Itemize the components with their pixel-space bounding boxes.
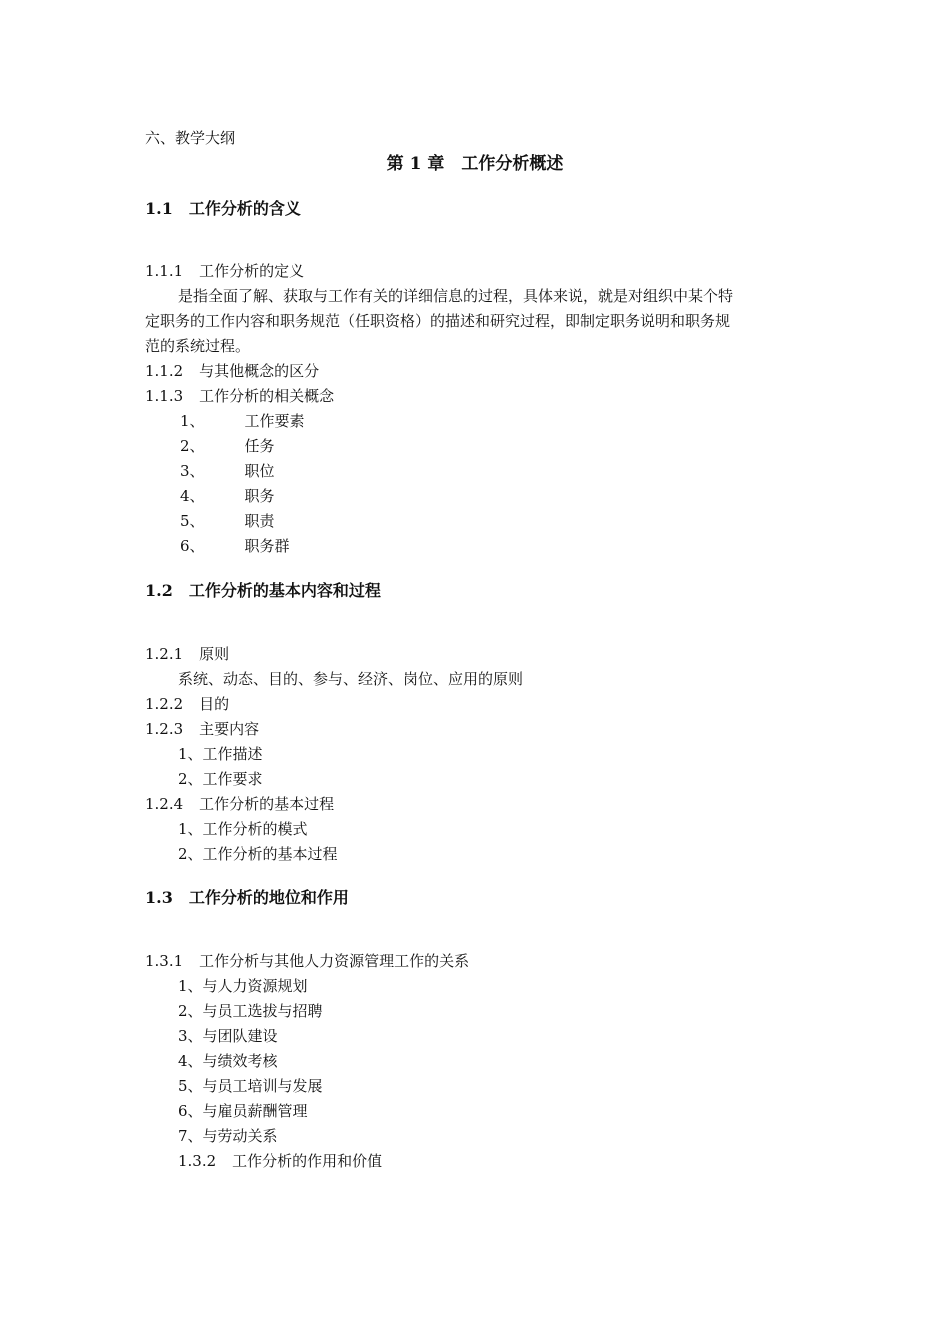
subsection-number: 1.2.1 — [145, 645, 184, 663]
list-item — [180, 436, 275, 456]
subsection-1-2-4 — [145, 794, 334, 814]
subsection-1-3-1 — [145, 951, 469, 971]
subsection-title: 原则 — [199, 645, 230, 663]
list-label: 职务群 — [244, 537, 290, 555]
subsection-1-1-2 — [145, 361, 319, 381]
list-number: 1、 — [180, 412, 205, 430]
principles-text: 系统、动态、目的、参与、经济、岗位、应用的原则 — [178, 670, 524, 688]
subsection-number: 1.3.2 — [178, 1152, 217, 1170]
list-item: 3、与团队建设 — [178, 1027, 278, 1045]
subsection-number: 1.1.3 — [145, 387, 184, 405]
subsection-1-2-1 — [145, 644, 229, 664]
subsection-title: 主要内容 — [199, 720, 260, 738]
definition-line: 是指全面了解、获取与工作有关的详细信息的过程，具体来说，就是对组织中某个特 — [178, 287, 734, 305]
definition-line: 范的系统过程。 — [145, 337, 251, 355]
subsection-title: 工作分析的作用和价值 — [232, 1152, 383, 1170]
list-item: 2、工作要求 — [178, 770, 263, 788]
section-title: 工作分析的地位和作用 — [188, 888, 349, 907]
list-number: 5、 — [180, 512, 205, 530]
list-item: 1、工作描述 — [178, 745, 263, 763]
list-item — [180, 536, 290, 556]
list-label: 职位 — [244, 462, 275, 480]
subsection-1-1-1 — [145, 261, 304, 281]
section-title: 工作分析的含义 — [188, 199, 301, 218]
list-item — [180, 486, 275, 506]
subsection-number: 1.1.2 — [145, 362, 184, 380]
list-item — [180, 461, 275, 481]
section-heading-1-1 — [145, 198, 301, 220]
section-heading-1-3 — [145, 887, 349, 909]
section-title: 工作分析的基本内容和过程 — [188, 581, 381, 600]
subsection-1-2-3 — [145, 719, 259, 739]
chapter-title: 第 1 章 工作分析概述 — [386, 154, 564, 174]
subsection-number: 1.2.2 — [145, 695, 184, 713]
list-number: 6、 — [180, 537, 205, 555]
list-number: 3、 — [180, 462, 205, 480]
subsection-number: 1.2.3 — [145, 720, 184, 738]
list-item: 6、与雇员薪酬管理 — [178, 1102, 308, 1120]
list-label: 职务 — [244, 487, 275, 505]
subsection-1-3-2 — [178, 1151, 382, 1171]
section-number: 1.1 — [145, 199, 173, 218]
section-heading-1-2 — [145, 580, 381, 602]
list-item: 7、与劳动关系 — [178, 1127, 278, 1145]
subsection-1-1-3 — [145, 386, 334, 406]
list-item: 2、工作分析的基本过程 — [178, 845, 338, 863]
list-label: 职责 — [244, 512, 275, 530]
list-item — [180, 411, 305, 431]
list-number: 2、 — [180, 437, 205, 455]
list-item: 1、工作分析的模式 — [178, 820, 308, 838]
list-item: 2、与员工选拔与招聘 — [178, 1002, 323, 1020]
list-item — [180, 511, 275, 531]
subsection-number: 1.2.4 — [145, 795, 184, 813]
subsection-title: 工作分析的基本过程 — [199, 795, 335, 813]
list-item: 5、与员工培训与发展 — [178, 1077, 323, 1095]
section-heading-six: 六、教学大纲 — [145, 129, 236, 147]
definition-line: 定职务的工作内容和职务规范（任职资格）的描述和研究过程，即制定职务说明和职务规 — [145, 312, 731, 330]
section-number: 1.2 — [145, 581, 173, 600]
subsection-title: 目的 — [199, 695, 230, 713]
subsection-title: 与其他概念的区分 — [199, 362, 320, 380]
subsection-title: 工作分析与其他人力资源管理工作的关系 — [199, 952, 470, 970]
list-label: 任务 — [244, 437, 275, 455]
subsection-1-2-2 — [145, 694, 229, 714]
list-item: 4、与绩效考核 — [178, 1052, 278, 1070]
subsection-title: 工作分析的定义 — [199, 262, 305, 280]
subsection-title: 工作分析的相关概念 — [199, 387, 335, 405]
subsection-number: 1.3.1 — [145, 952, 184, 970]
list-label: 工作要素 — [244, 412, 305, 430]
list-item: 1、与人力资源规划 — [178, 977, 308, 995]
section-number: 1.3 — [145, 888, 173, 907]
list-number: 4、 — [180, 487, 205, 505]
subsection-number: 1.1.1 — [145, 262, 184, 280]
